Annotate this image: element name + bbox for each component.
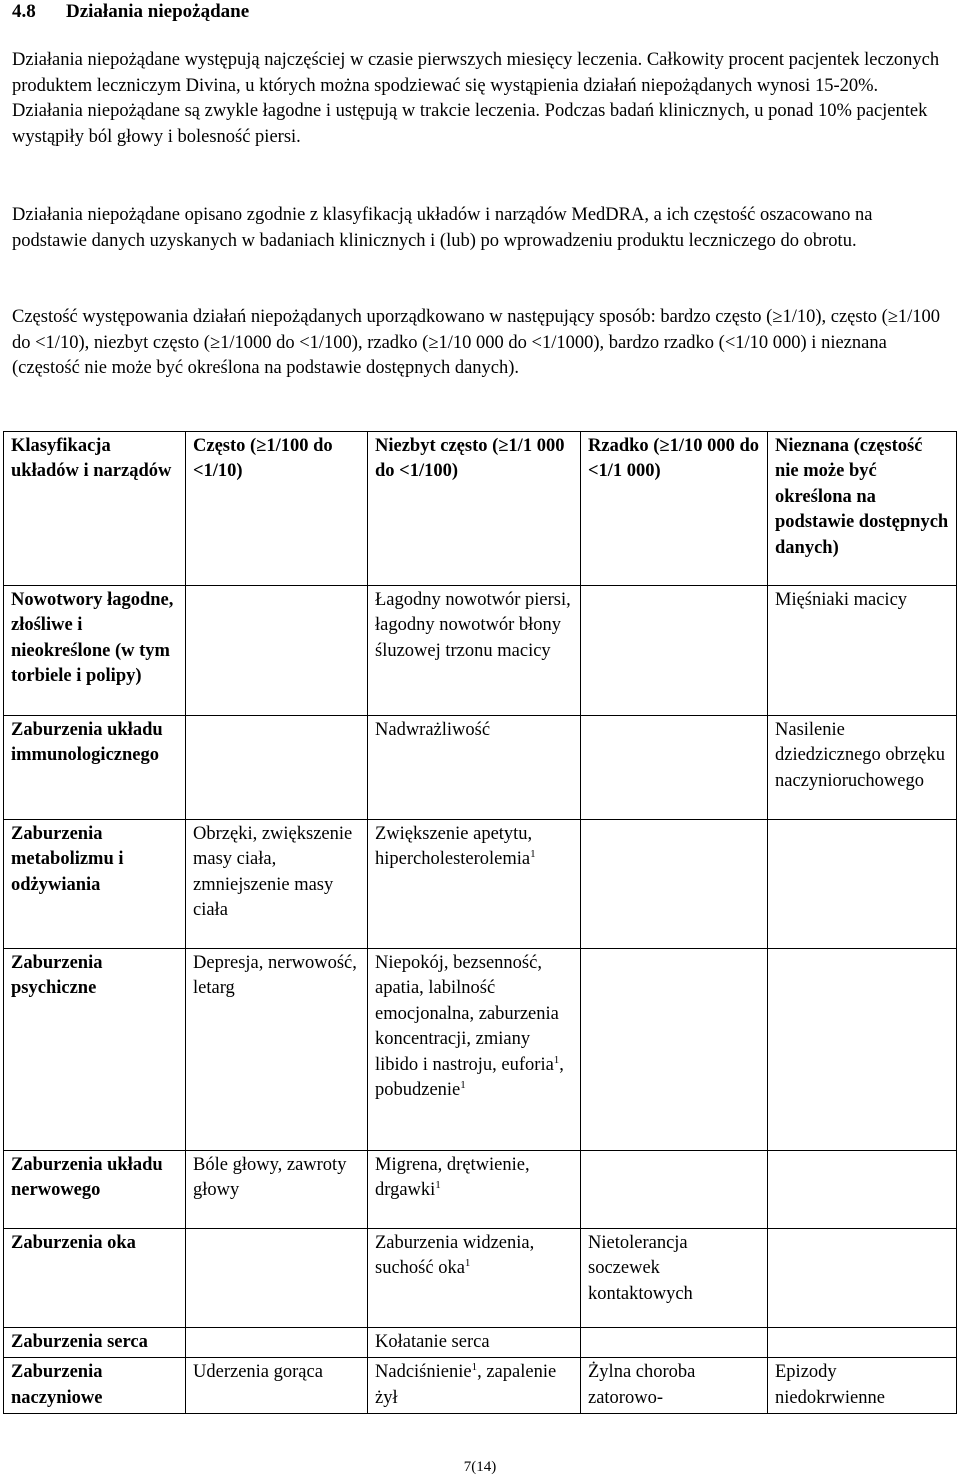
header-niezbyt: Niezbyt często (≥1/1 000 do <1/100) — [368, 432, 581, 586]
table-header-row — [4, 432, 957, 586]
czesto-cell: Obrzęki, zwiększenie masy ciała, zmniejszenie masy ciała — [186, 820, 368, 949]
rzadko-cell — [581, 1328, 768, 1358]
nieznana-cell: Epizody niedokrwienne — [768, 1358, 957, 1414]
rzadko-cell: Nietolerancja soczewek kontaktowych — [581, 1229, 768, 1328]
nieznana-cell — [768, 1229, 957, 1328]
niezbyt-cell: Nadwrażliwość — [368, 716, 581, 820]
section-heading — [12, 0, 249, 24]
soc-cell: Zaburzenia psychiczne — [4, 949, 186, 1151]
table-row — [4, 1328, 957, 1358]
frequency-paragraph: Częstość występowania działań niepożądanych uporządkowano w następujący sposób: bardzo często (≥1/10), często (≥1/100 do <1/10), niezbyt często (≥1/1000 do <1/100), rzadko (≥1/10 000 do <1/1000), bardzo rzadko (<1/10 000) i nieznana (częstość nie może być określona na podstawie dostępnych danych). — [12, 307, 941, 378]
rzadko-cell — [581, 1151, 768, 1229]
czesto-cell — [186, 1229, 368, 1328]
rzadko-cell — [581, 820, 768, 949]
rzadko-cell: Żylna choroba zatorowo- — [581, 1358, 768, 1414]
soc-cell: Nowotwory łagodne, złośliwe i nieokreślone (w tym torbiele i polipy) — [4, 586, 186, 716]
header-nieznana: Nieznana (częstość nie może być określona na podstawie dostępnych danych) — [768, 432, 957, 586]
czesto-cell — [186, 716, 368, 820]
table-row — [4, 1151, 957, 1229]
nieznana-cell: Mięśniaki macicy — [768, 586, 957, 716]
soc-cell: Zaburzenia naczyniowe — [4, 1358, 186, 1414]
nieznana-cell — [768, 1328, 957, 1358]
section-number: 4.8 — [12, 1, 36, 22]
niezbyt-cell: Zaburzenia widzenia, suchość oka$^1$ — [368, 1229, 581, 1328]
header-rzadko: Rzadko (≥1/10 000 do <1/1 000) — [581, 432, 768, 586]
header-czesto: Często (≥1/100 do <1/10) — [186, 432, 368, 586]
niezbyt-cell: Nadciśnienie$^1$, zapalenie żył — [368, 1358, 581, 1414]
table-row — [4, 1358, 957, 1414]
soc-cell: Zaburzenia metabolizmu i odżywiania — [4, 820, 186, 949]
table-row — [4, 820, 957, 949]
table-row — [4, 1229, 957, 1328]
nieznana-cell: Nasilenie dziedzicznego obrzęku naczynioruchowego — [768, 716, 957, 820]
table-row — [4, 716, 957, 820]
czesto-cell — [186, 1328, 368, 1358]
niezbyt-cell: Zwiększenie apetytu, hipercholesterolemia$^1$ — [368, 820, 581, 949]
adverse-reactions-table — [3, 431, 957, 1414]
soc-cell: Zaburzenia układu immunologicznego — [4, 716, 186, 820]
soc-cell: Zaburzenia serca — [4, 1328, 186, 1358]
niezbyt-cell: Łagodny nowotwór piersi, łagodny nowotwór błony śluzowej trzonu macicy — [368, 586, 581, 716]
czesto-cell — [186, 586, 368, 716]
nieznana-cell — [768, 1151, 957, 1229]
niezbyt-cell: Migrena, drętwienie, drgawki$^1$ — [368, 1151, 581, 1229]
table-row — [4, 586, 957, 716]
header-soc: Klasyfikacja układów i narządów — [4, 432, 186, 586]
nieznana-cell — [768, 949, 957, 1151]
rzadko-cell — [581, 949, 768, 1151]
niezbyt-cell: Kołatanie serca — [368, 1328, 581, 1358]
table-row — [4, 949, 957, 1151]
page-number: 7(14) — [463, 1459, 497, 1475]
intro-paragraph: Działania niepożądane występują najczęściej w czasie pierwszych miesięcy leczenia. Całkowity procent pacjentek leczonych produktem leczniczym Divina, u których można spodziewać się wystąpienia działań niepożądanych wynosi 15-20%. Działania niepożądane są zwykle łagodne i ustępują w trakcie leczenia. Podczas badań klinicznych, u ponad 10% pacjentek wystąpiły ból głowy i bolesność piersi. — [12, 50, 940, 147]
nieznana-cell — [768, 820, 957, 949]
czesto-cell: Bóle głowy, zawroty głowy — [186, 1151, 368, 1229]
soc-cell: Zaburzenia układu nerwowego — [4, 1151, 186, 1229]
rzadko-cell — [581, 586, 768, 716]
meddra-paragraph: Działania niepożądane opisano zgodnie z klasyfikacją układów i narządów MedDRA, a ich częstość oszacowano na podstawie danych uzyskanych w badaniach klinicznych i (lub) po wprowadzeniu produktu leczniczego do obrotu. — [12, 205, 873, 251]
czesto-cell: Uderzenia gorąca — [186, 1358, 368, 1414]
section-title: Działania niepożądane — [66, 1, 250, 22]
soc-cell: Zaburzenia oka — [4, 1229, 186, 1328]
rzadko-cell — [581, 716, 768, 820]
czesto-cell: Depresja, nerwowość, letarg — [186, 949, 368, 1151]
niezbyt-cell: Niepokój, bezsenność, apatia, labilność emocjonalna, zaburzenia koncentracji, zmiany libido i nastroju, euforia$^1$, pobudzenie$^1$ — [368, 949, 581, 1151]
